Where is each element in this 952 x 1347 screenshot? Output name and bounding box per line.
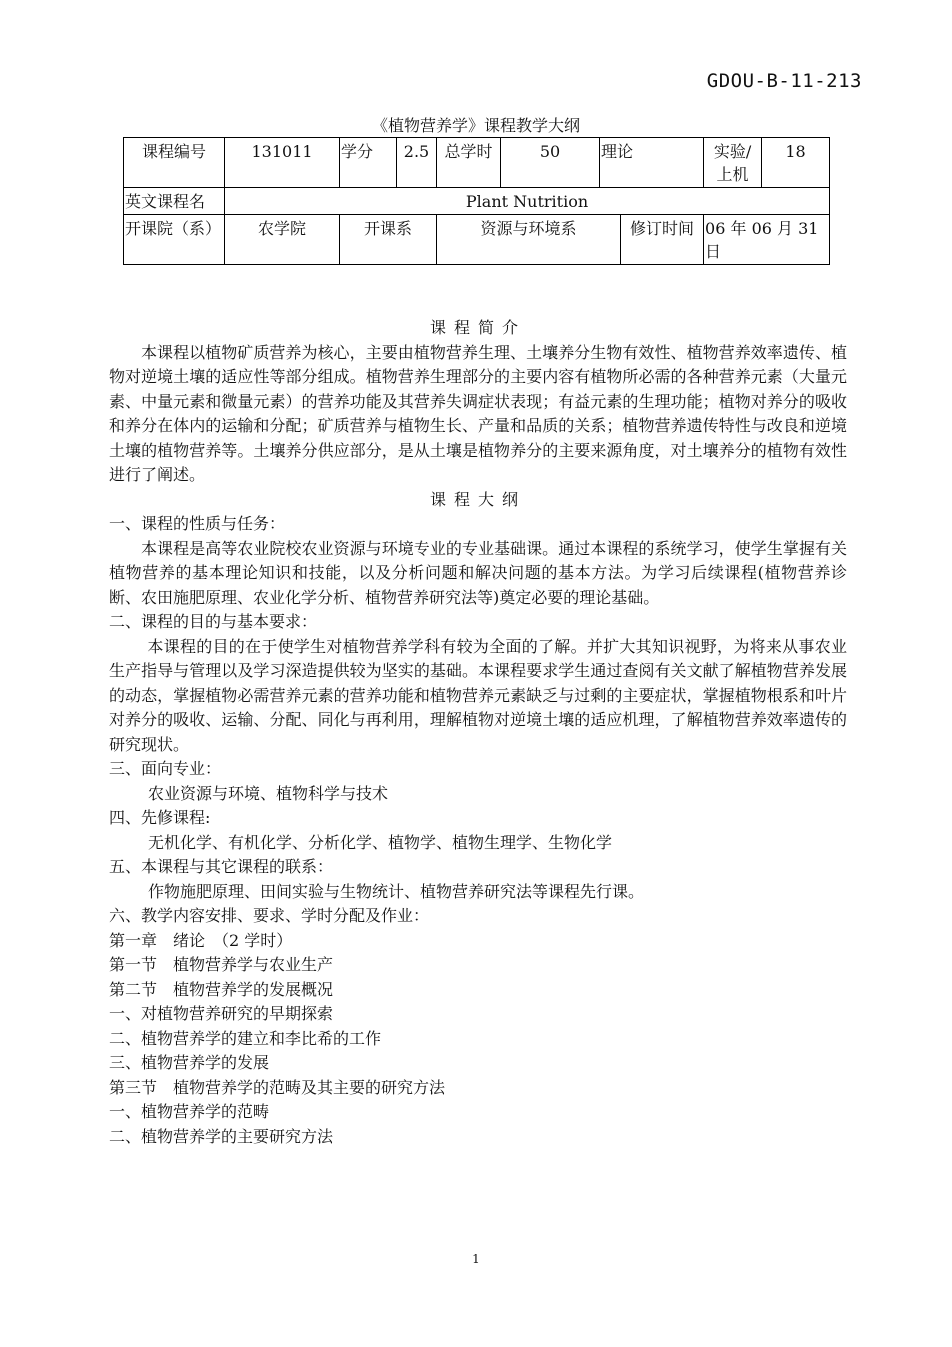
document-title: 《植物营养学》课程教学大纲 (371, 116, 580, 135)
college-label: 开课院（系） (124, 215, 225, 265)
dept-label: 开课系 (340, 215, 437, 265)
table-row (124, 188, 830, 215)
revised-date: 06 年 06 月 31 日 (704, 215, 830, 265)
total-hours-value: 50 (501, 138, 600, 188)
chapter-line: 第三节 植物营养学的范畴及其主要的研究方法 (109, 1077, 446, 1097)
chapter-line: 二、植物营养学的建立和李比希的工作 (109, 1028, 382, 1048)
chapter-line: 二、植物营养学的主要研究方法 (109, 1126, 334, 1146)
credit-value: 2.5 (397, 138, 437, 188)
chapter-line: 一、植物营养学的范畴 (109, 1102, 270, 1121)
document-code: GDOU-B-11-213 (706, 70, 862, 92)
section-3-body: 农业资源与环境、植物科学与技术 (148, 783, 389, 803)
course-info-table (123, 137, 830, 265)
section-1-body: 本课程是高等农业院校农业资源与环境专业的专业基础课。通过本课程的系统学习，使学生掌握有关植物营养的基本理论知识和技能，以及分析问题和解决问题的基本方法。为学习后续课程(植物营养诊断、农田施肥原理、农业化学分析、植物营养研究法等)奠定必要的理论基础。 (109, 538, 847, 607)
revised-label: 修订时间 (621, 215, 704, 265)
course-no-label: 课程编号 (124, 138, 225, 188)
section-1-title: 一、课程的性质与任务： (109, 514, 286, 533)
chapter-line: 三、植物营养学的发展 (109, 1053, 270, 1072)
document-body (109, 316, 847, 1149)
section-2-body: 本课程的目的在于使学生对植物营养学科有较为全面的了解。并扩大其知识视野，为将来从事农业生产指导与管理以及学习深造提供较为坚实的基础。本课程要求学生通过查阅有关文献了解植物营养发展的动态，掌握植物必需营养元素的营养功能和植物营养元素缺乏与过剩的主要症状，掌握植物根系和叶片对养分的吸收、运输、分配、同化与再利用，理解植物对逆境土壤的适应机理，了解植物营养效率遗传的研究现状。 (109, 636, 847, 754)
course-no-value: 131011 (225, 138, 340, 188)
chapter-line: 第一章 绪论 （2 学时） (109, 930, 293, 950)
page-number: 1 (472, 1252, 480, 1266)
english-name-value: Plant Nutrition (225, 188, 830, 215)
section-6-title: 六、教学内容安排、要求、学时分配及作业： (109, 906, 430, 925)
lab-label: 实验/上机 (704, 138, 762, 188)
intro-heading: 课程简介 (429, 318, 526, 337)
credit-label: 学分 (340, 138, 397, 188)
english-name-label: 英文课程名 (124, 188, 225, 215)
chapter-line: 一、对植物营养研究的早期探索 (109, 1004, 334, 1023)
section-2-title: 二、课程的目的与基本要求： (109, 612, 318, 631)
chapter-line: 第二节 植物营养学的发展概况 (109, 979, 334, 999)
table-row (124, 215, 830, 265)
section-4-title: 四、先修课程: (109, 808, 211, 827)
college-value: 农学院 (225, 215, 340, 265)
intro-paragraph: 本课程以植物矿质营养为核心，主要由植物营养生理、土壤养分生物有效性、植物营养效率遗传、植物对逆境土壤的适应性等部分组成。植物营养生理部分的主要内容有植物所必需的各种营养元素（大量元素、中量元素和微量元素）的营养功能及其营养失调症状表现；有益元素的生理功能；植物对养分的吸收和养分在体内的运输和分配；矿质营养与植物生长、产量和品质的关系；植物营养遗传特性与改良和逆境土壤的植物营养等。土壤养分供应部分，是从土壤是植物养分的主要来源角度，对土壤养分的植物有效性进行了阐述。 (109, 342, 847, 484)
table-row (124, 138, 830, 188)
section-5-title: 五、本课程与其它课程的联系： (109, 857, 334, 876)
outline-heading: 课程大纲 (429, 489, 526, 509)
total-hours-label: 总学时 (437, 138, 501, 188)
section-5-body: 作物施肥原理、田间实验与生物统计、植物营养研究法等课程先行课。 (148, 881, 645, 901)
section-4-body: 无机化学、有机化学、分析化学、植物学、植物生理学、生物化学 (148, 832, 613, 852)
dept-value: 资源与环境系 (437, 215, 621, 265)
lab-hours-value: 18 (762, 138, 830, 188)
chapter-line: 第一节 植物营养学与农业生产 (109, 955, 334, 974)
theory-label: 理论 (600, 138, 704, 188)
section-3-title: 三、面向专业： (109, 759, 222, 778)
